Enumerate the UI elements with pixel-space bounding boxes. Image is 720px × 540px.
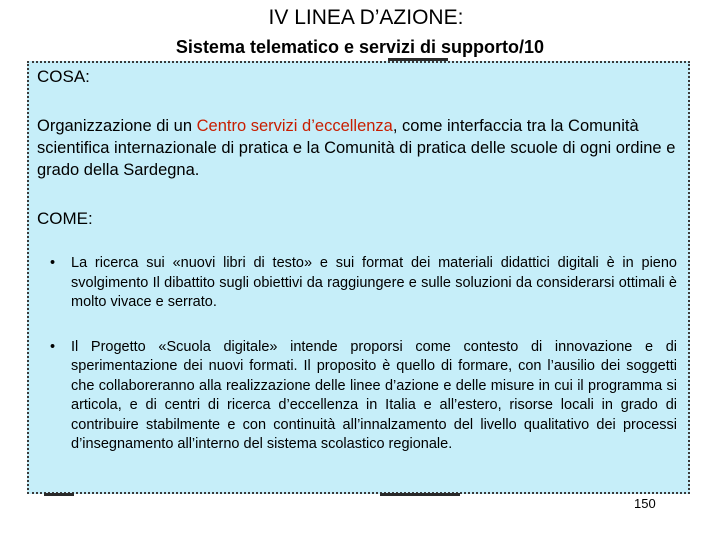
cosa-text-before: Organizzazione di un [37, 117, 197, 135]
centro-servizi-highlight: Centro servizi d’eccellenza [196, 117, 393, 135]
slide-title [0, 6, 720, 60]
bullet-icon: • [50, 255, 56, 271]
cosa-text-after: , come interfaccia tra la Comunità scientifica internazionale di pratica e la Comunità di pratica delle scuole di ogni ordine e grado della Sardegna. [37, 117, 676, 179]
come-label: COME: [37, 209, 93, 228]
bullet-text: La ricerca sui «nuovi libri di testo» e sui format dei materiali didattici digitali è in pieno svolgimento Il dibattito sugli obiettivi da raggiungere e sulle soluzioni da considerarsi ottimali è molto vivace e serrato. [71, 255, 677, 310]
page-number: 150 [634, 496, 656, 511]
content-box [27, 61, 690, 494]
slide-title-line-1: IV LINEA D’AZIONE: [268, 6, 464, 29]
cosa-paragraph [37, 115, 677, 181]
slide-title-line-2: Sistema telematico e servizi di supporto/10 [175, 37, 545, 57]
box-border-accent-middle [380, 493, 460, 496]
bullet-icon: • [50, 338, 56, 355]
bullet-text: Il Progetto «Scuola digitale» intende proporsi come contesto di innovazione e di sperimentazione dei nuovi formati. Il proposito è quello di formare, con l’ausilio dei soggetti che collaboreranno alla realizzazione delle linee d’azione e delle misure in cui il programma si articola, e di centri di ricerca d’eccellenza in Italia e all’estero, risorse locali in grado di contribuire stabilmente e con continuità all’innalzamento del livello qualitativo dei processi d’insegnamento all’interno del sistema scolastico regionale. [71, 338, 677, 452]
cosa-label: COSA: [37, 67, 90, 86]
list-item [37, 338, 677, 455]
come-bullet-list [37, 254, 677, 455]
title-underline-accent [388, 58, 448, 61]
list-item [37, 254, 677, 313]
box-border-accent-left [44, 493, 74, 496]
